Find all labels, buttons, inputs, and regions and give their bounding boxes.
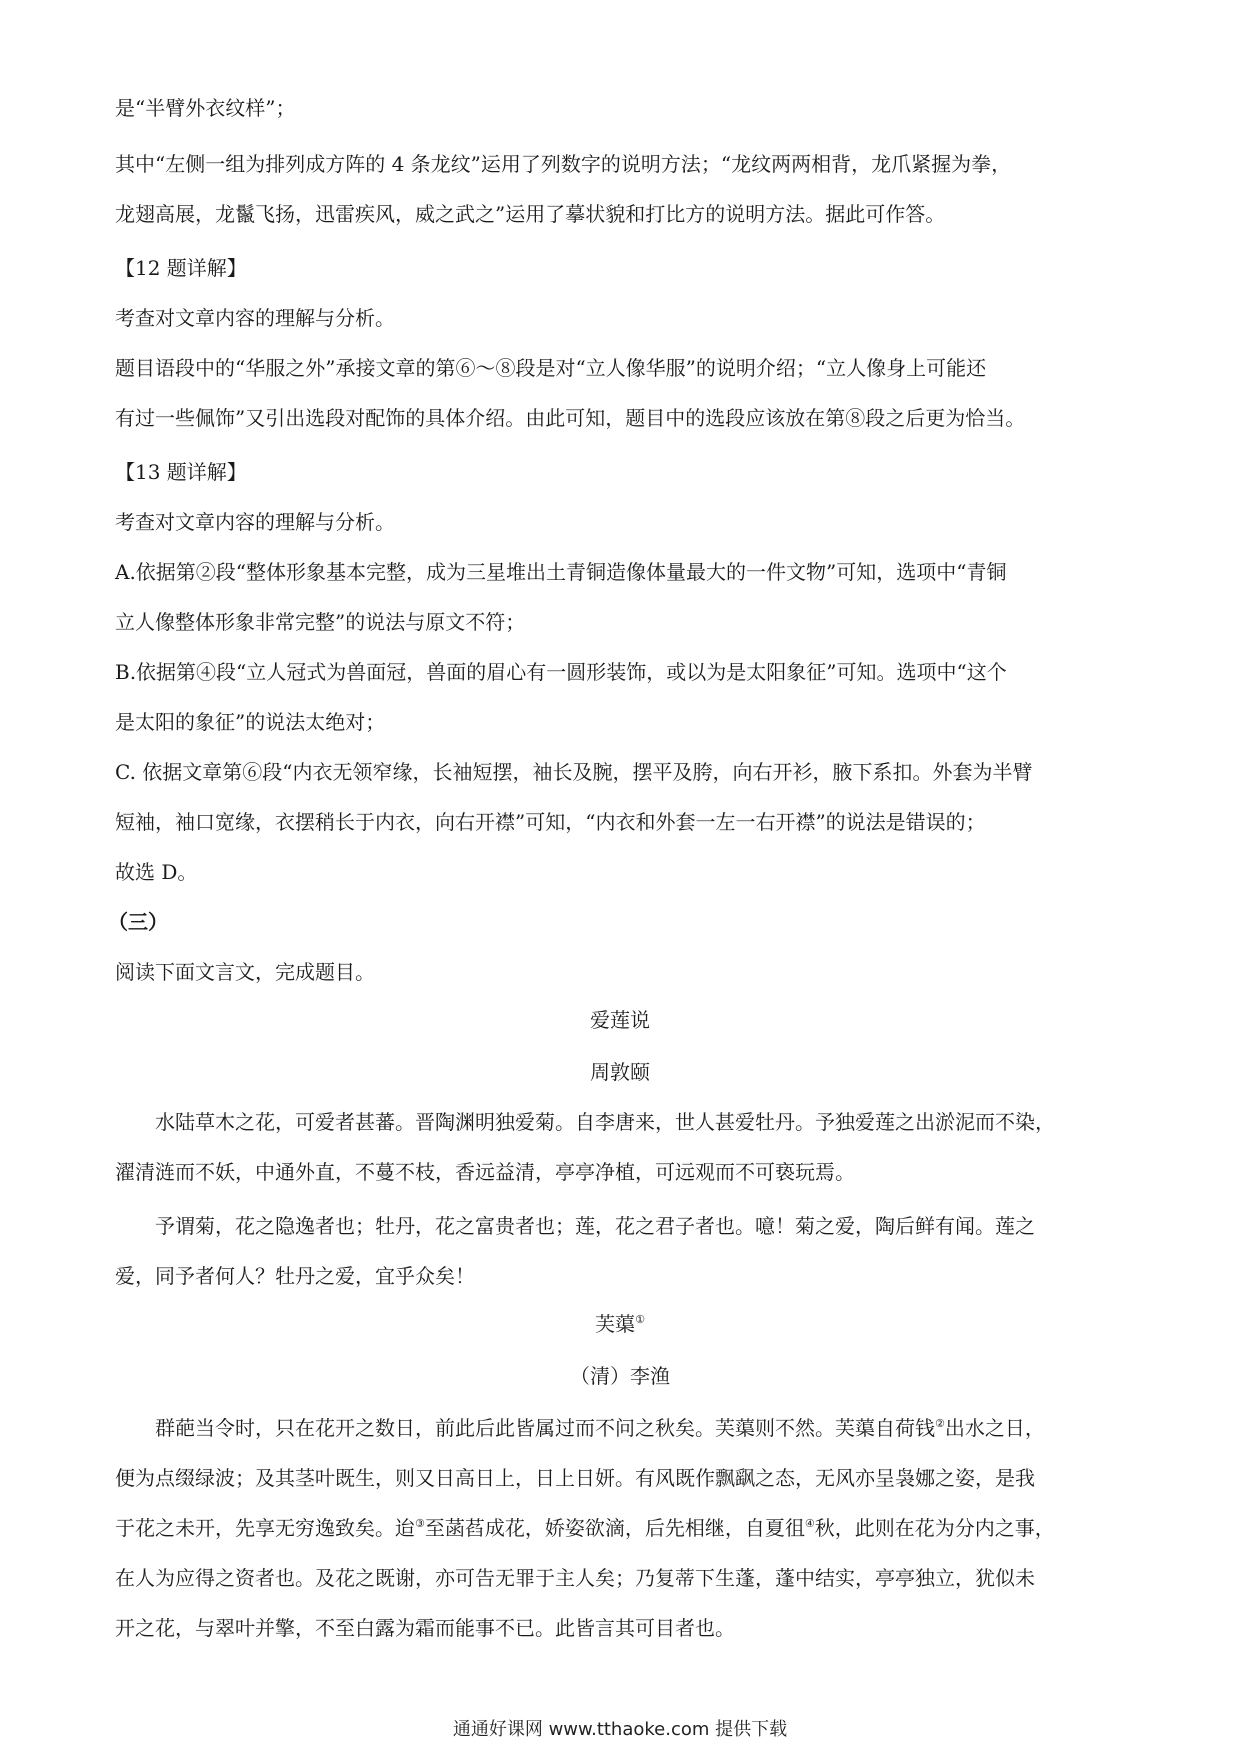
text2-paragraph-line <box>155 1414 1045 1442</box>
footnote-marker: ① <box>635 1313 645 1326</box>
q12-line: 考查对文章内容的理解与分析。 <box>115 306 395 330</box>
footnote-marker: ③ <box>415 1517 425 1530</box>
text1-author: 周敦颐 <box>590 1060 650 1084</box>
text2-segment: 秋，此则在花为分内之事， <box>814 1516 1055 1540</box>
section-instruction: 阅读下面文言文，完成题目。 <box>115 960 375 984</box>
text1-paragraph-line: 濯清涟而不妖，中通外直，不蔓不枝，香远益清，亭亭净植，可远观而不可亵玩焉。 <box>115 1160 855 1184</box>
text2-segment: 至菡萏成花，娇姿欲滴，后先相继，自夏徂 <box>424 1516 805 1540</box>
q13-choice: 故选 D。 <box>115 860 198 884</box>
q13-option-c: C. 依据文章第⑥段“内衣无领窄缘，长袖短摆，袖长及腕，摆平及胯，向右开衫，腋下系扣。外套为半臂 <box>115 760 1033 784</box>
text2-paragraph-line: 便为点缀绿波；及其茎叶既生，则又日高日上，日上日妍。有风既作飘飖之态，无风亦呈袅娜之姿，是我 <box>115 1466 1035 1490</box>
answer-line: 是“半臂外衣纹样”； <box>115 96 296 120</box>
q12-heading: 【12 题详解】 <box>115 256 247 280</box>
q13-line: 考查对文章内容的理解与分析。 <box>115 510 395 534</box>
text2-author: （清）李渔 <box>570 1364 670 1388</box>
q12-line: 题目语段中的“华服之外”承接文章的第⑥～⑧段是对“立人像华服”的说明介绍；“立人像身上可能还 <box>115 356 987 380</box>
q13-option-b: B.依据第④段“立人冠式为兽面冠，兽面的眉心有一圆形装饰，或以为是太阳象征”可知。选项中“这个 <box>115 660 1007 684</box>
q13-heading: 【13 题详解】 <box>115 460 247 484</box>
text2-paragraph-line <box>115 1514 1055 1542</box>
footnote-marker: ② <box>935 1417 945 1430</box>
text1-paragraph-line: 爱，同予者何人？牡丹之爱，宜乎众矣！ <box>115 1264 475 1288</box>
answer-line: 龙翅高展，龙鬣飞扬，迅雷疾风，威之武之”运用了摹状貌和打比方的说明方法。据此可作答。 <box>115 202 946 226</box>
text2-paragraph-line: 在人为应得之资者也。及花之既谢，亦可告无罪于主人矣；乃复蒂下生蓬，蓬中结实，亭亭独立，犹似未 <box>115 1566 1035 1590</box>
text2-title-text: 芙蕖 <box>595 1312 636 1336</box>
text2-segment: 出水之日， <box>944 1416 1045 1440</box>
footnote-marker: ④ <box>804 1517 815 1530</box>
section-heading: （三） <box>108 910 168 934</box>
text2-title <box>0 1310 1240 1338</box>
text1-title: 爱莲说 <box>590 1008 650 1032</box>
text1-paragraph-line: 予谓菊，花之隐逸者也；牡丹，花之富贵者也；莲，花之君子者也。噫！菊之爱，陶后鲜有闻。莲之 <box>155 1214 1035 1238</box>
q13-option-a: A.依据第②段“整体形象基本完整，成为三星堆出土青铜造像体量最大的一件文物”可知，选项中“青铜 <box>115 560 1007 584</box>
text2-segment: 群葩当令时，只在花开之数日，前此后此皆属过而不问之秋矣。芙蕖则不然。芙蕖自荷钱 <box>155 1416 935 1440</box>
text2-paragraph-line: 开之花，与翠叶并擎，不至白露为霜而能事不已。此皆言其可目者也。 <box>115 1616 735 1640</box>
q13-option-a: 立人像整体形象非常完整”的说法与原文不符； <box>115 610 526 634</box>
answer-line: 其中“左侧一组为排列成方阵的 4 条龙纹”运用了列数字的说明方法；“龙纹两两相背，龙爪紧握为拳， <box>115 152 1012 176</box>
text1-paragraph-line: 水陆草木之花，可爱者甚蕃。晋陶渊明独爱菊。自李唐来，世人甚爱牡丹。予独爱莲之出淤泥而不染， <box>155 1110 1055 1134</box>
q13-option-b: 是太阳的象征”的说法太绝对； <box>115 710 386 734</box>
text2-segment: 于花之未开，先享无穷逸致矣。迨 <box>115 1516 415 1540</box>
page-footer: 通通好课网 www.tthaoke.com 提供下载 <box>452 1719 788 1740</box>
q12-line: 有过一些佩饰”又引出选段对配饰的具体介绍。由此可知，题目中的选段应该放在第⑧段之后更为恰当。 <box>115 406 1026 430</box>
q13-option-c: 短袖，袖口宽缘，衣摆稍长于内衣，向右开襟”可知，“内衣和外套一左一右开襟”的说法是错误的； <box>115 810 986 834</box>
